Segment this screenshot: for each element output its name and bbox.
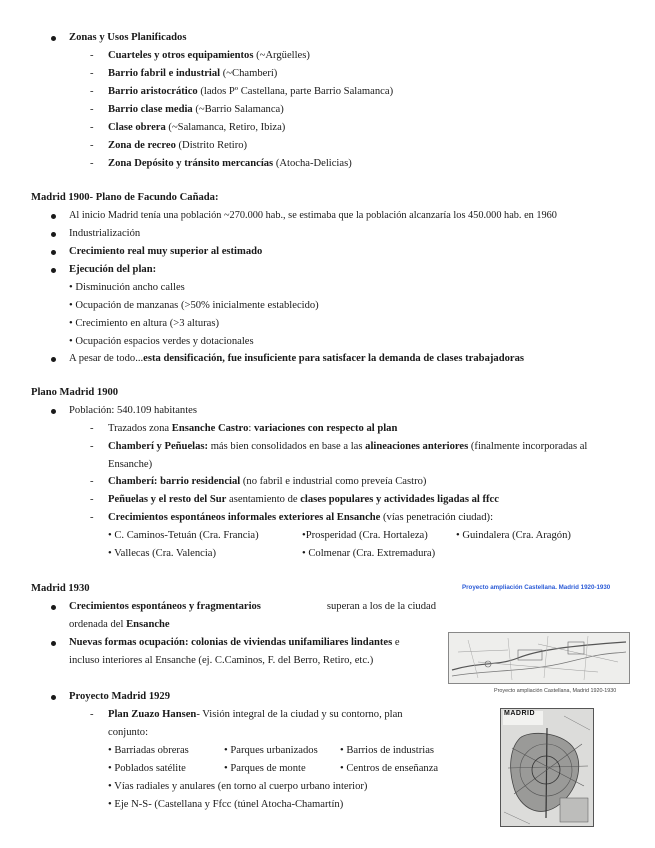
plano1900-grid-5: • Colmenar (Cra. Extremadura) bbox=[302, 548, 436, 559]
dash-marker: - bbox=[90, 104, 94, 115]
m1930-grid-2: • Parques urbanizados bbox=[224, 745, 318, 756]
zonas-item-detail: (Atocha-Delicias) bbox=[273, 158, 352, 169]
plano1900-grid-1: • C. Caminos-Tetuán (Cra. Francia) bbox=[108, 530, 259, 541]
zonas-item-label: Zona Depósito y tránsito mercancías bbox=[108, 158, 274, 169]
canada-sub-2: • Ocupación de manzanas (>50% inicialmente establecido) bbox=[69, 300, 319, 311]
zonas-item-label: Barrio clase media bbox=[108, 104, 193, 115]
dash-marker: - bbox=[90, 140, 94, 151]
castellana-map-image bbox=[448, 632, 630, 684]
m1930-sub-1: • Vías radiales y anulares (en torno al cuerpo urbano interior) bbox=[108, 781, 368, 792]
dash-marker: - bbox=[90, 122, 94, 133]
zonas-title: Zonas y Usos Planificados bbox=[69, 32, 187, 43]
dash-marker: - bbox=[90, 512, 94, 523]
bullet-dot bbox=[51, 268, 56, 273]
bullet-dot bbox=[51, 409, 56, 414]
plano1900-grid-3: • Guindalera (Cra. Aragón) bbox=[456, 530, 571, 541]
zonas-item bbox=[108, 137, 247, 155]
canada-heading: Madrid 1900- Plano de Facundo Cañada: bbox=[31, 192, 219, 203]
dash-marker: - bbox=[90, 441, 94, 452]
canada-sub-4: • Ocupación espacios verdes y dotacionales bbox=[69, 336, 254, 347]
plano1900-heading: Plano Madrid 1900 bbox=[31, 387, 119, 398]
plano1900-d1: Trazados zona Ensanche Castro: variaciones con respecto al plan bbox=[108, 423, 398, 434]
canada-b1: Al inicio Madrid tenía una población ~270.000 hab., se estimaba que la población alcanzaría los 450.000 hab. en 1960 bbox=[69, 210, 557, 221]
m1930-b1-cont: ordenada del Ensanche bbox=[69, 619, 170, 630]
canada-b4: Ejecución del plan: bbox=[69, 264, 157, 275]
madrid-plan-image bbox=[500, 708, 594, 827]
zonas-item-detail: (Distrito Retiro) bbox=[175, 140, 248, 151]
dash-marker: - bbox=[90, 423, 94, 434]
bullet-dot bbox=[51, 605, 56, 610]
zonas-item-detail: (~Salamanca, Retiro, Ibiza) bbox=[165, 122, 286, 133]
m1930-b2: Nuevas formas ocupación: colonias de viviendas unifamiliares lindantes e bbox=[69, 637, 400, 648]
m1930-sub-2: • Eje N-S- (Castellana y Ffcc (túnel Atocha-Chamartín) bbox=[108, 799, 344, 810]
dash-marker: - bbox=[90, 86, 94, 97]
zonas-item-label: Cuarteles y otros equipamientos bbox=[108, 50, 254, 61]
figure-1-caption: Proyecto ampliación Castellana, Madrid 1920-1930 bbox=[494, 688, 617, 694]
zonas-item-detail: (~Barrio Salamanca) bbox=[192, 104, 284, 115]
zonas-item bbox=[108, 65, 277, 83]
bullet-dot bbox=[51, 36, 56, 41]
zonas-item bbox=[108, 119, 285, 137]
m1930-grid-6: • Centros de enseñanza bbox=[340, 763, 439, 774]
dash-marker: - bbox=[90, 50, 94, 61]
dash-marker: - bbox=[90, 709, 94, 720]
dash-marker: - bbox=[90, 158, 94, 169]
m1930-b3: Proyecto Madrid 1929 bbox=[69, 691, 171, 702]
plano1900-d5: Crecimientos espontáneos informales exteriores al Ensanche (vías penetración ciudad): bbox=[108, 512, 494, 523]
m1930-grid-1: • Barriadas obreras bbox=[108, 745, 189, 756]
bullet-dot bbox=[51, 357, 56, 362]
canada-b2: Industrialización bbox=[69, 228, 141, 239]
zonas-item bbox=[108, 47, 310, 65]
plano1900-d2: Chamberí y Peñuelas: más bien consolidados en base a las alineaciones anteriores (finalmente incorporadas al bbox=[108, 441, 588, 452]
zonas-item-label: Clase obrera bbox=[108, 122, 166, 133]
zonas-item bbox=[108, 101, 284, 119]
m1930-grid-4: • Poblados satélite bbox=[108, 763, 186, 774]
m1930-heading: Madrid 1930 bbox=[31, 583, 90, 594]
bullet-dot bbox=[51, 695, 56, 700]
zonas-item bbox=[108, 155, 352, 173]
zonas-item-label: Barrio fabril e industrial bbox=[108, 68, 221, 79]
figure-2-title: MADRID bbox=[504, 710, 535, 717]
plano1900-grid-4: • Vallecas (Cra. Valencia) bbox=[108, 548, 217, 559]
zonas-item-detail: (~Argüelles) bbox=[253, 50, 310, 61]
zonas-item-detail: (~Chamberí) bbox=[220, 68, 278, 79]
canada-sub-1: • Disminución ancho calles bbox=[69, 282, 185, 293]
m1930-grid-5: • Parques de monte bbox=[224, 763, 306, 774]
m1930-d1: Plan Zuazo Hansen- Visión integral de la ciudad y su contorno, plan bbox=[108, 709, 403, 720]
zonas-item-label: Zona de recreo bbox=[108, 140, 176, 151]
bullet-dot bbox=[51, 214, 56, 219]
figure-1-title: Proyecto ampliación Castellana. Madrid 1920-1930 bbox=[462, 584, 611, 591]
bullet-dot bbox=[51, 232, 56, 237]
dash-marker: - bbox=[90, 476, 94, 487]
plano1900-b1: Población: 540.109 habitantes bbox=[69, 405, 197, 416]
m1930-b1: Crecimientos espontáneos y fragmentarios superan a los de la ciudad bbox=[69, 601, 436, 612]
canada-b3: Crecimiento real muy superior al estimado bbox=[69, 246, 263, 257]
m1930-grid-3: • Barrios de industrias bbox=[340, 745, 435, 756]
dash-marker: - bbox=[90, 494, 94, 505]
zonas-item bbox=[108, 83, 393, 101]
plano1900-grid-2: •Prosperidad (Cra. Hortaleza) bbox=[302, 530, 428, 541]
canada-sub-3: • Crecimiento en altura (>3 alturas) bbox=[69, 318, 219, 329]
dash-marker: - bbox=[90, 68, 94, 79]
m1930-d1-cont: conjunto: bbox=[108, 727, 149, 738]
zonas-item-label: Barrio aristocrático bbox=[108, 86, 198, 97]
plano1900-d2-cont: Ensanche) bbox=[108, 459, 153, 470]
plano1900-d3: Chamberí: barrio residencial (no fabril e industrial como preveía Castro) bbox=[108, 476, 427, 487]
canada-b5: A pesar de todo...esta densificación, fue insuficiente para satisfacer la demanda de clases trabajadoras bbox=[69, 353, 524, 364]
plano1900-d4: Peñuelas y el resto del Sur asentamiento de clases populares y actividades ligadas al ffcc bbox=[108, 494, 499, 505]
m1930-b2-cont: incluso interiores al Ensanche (ej. C.Caminos, F. del Berro, Retiro, etc.) bbox=[69, 655, 374, 666]
zonas-item-detail: (lados Pº Castellana, parte Barrio Salamanca) bbox=[197, 86, 394, 97]
bullet-dot bbox=[51, 250, 56, 255]
bullet-dot bbox=[51, 641, 56, 646]
